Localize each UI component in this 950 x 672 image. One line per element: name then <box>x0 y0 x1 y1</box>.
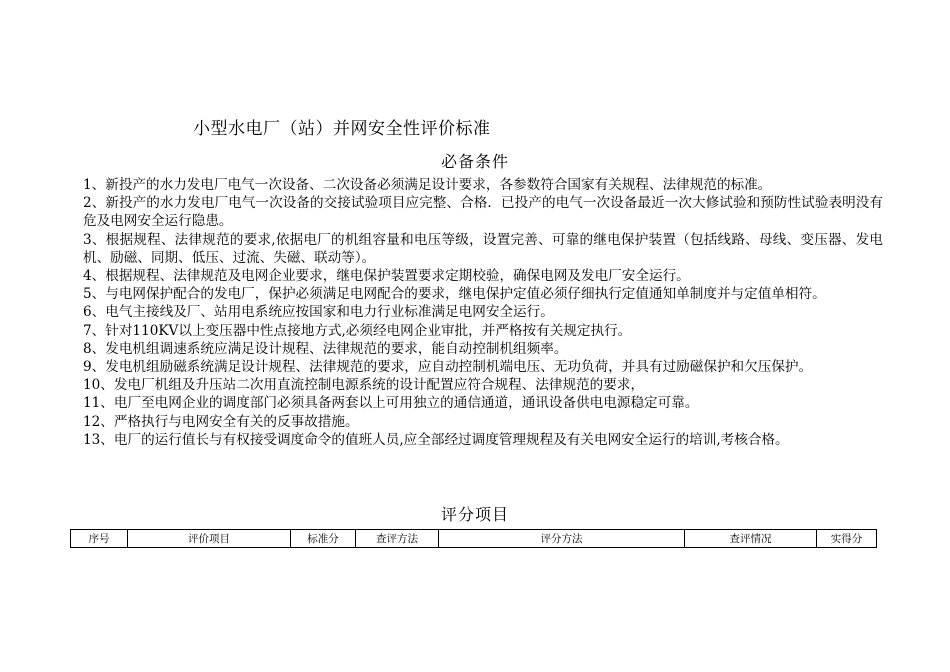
column-header-standard-score: 标准分 <box>291 530 356 548</box>
requirement-item: 10、发电厂机组及升压站二次用直流控制电源系统的设计配置应符合规程、法律规范的要求， <box>83 377 645 394</box>
column-header-index: 序号 <box>71 530 128 548</box>
requirement-item: 11、电厂至电网企业的调度部门必须具备两套以上可用独立的通信通道，通讯设备供电电源稳定可靠。 <box>83 395 699 412</box>
requirement-item: 13、电厂的运行值长与有权接受调度命令的值班人员,应全部经过调度管理规程及有关电网安全运行的培训,考核合格。 <box>83 431 789 448</box>
requirement-item: 5、与电网保护配合的发电厂，保护必须满足电网配合的要求，继电保护定值必须仔细执行定值通知单制度并与定值单相符。 <box>83 286 826 303</box>
requirement-item: 9、发电机组励磁系统满足设计规程、法律规范的要求，应自动控制机端电压、无功负荷，并具有过励磁保护和欠压保护。 <box>83 359 813 376</box>
requirements-heading: 必备条件 <box>440 152 509 171</box>
requirement-item: 3、根据规程、法律规范的要求,依据电厂的机组容量和电压等级，设置完善、可靠的继电保护装置（包括线路、母线、变压器、发电机、励磁、同期、低压、过流、失磁、联动等）。 <box>83 231 883 266</box>
requirement-item: 2、新投产的水力发电厂电气一次设备的交接试验项目应完整、合格．已投产的电气一次设备最近一次大修试验和预防性试验表明没有危及电网安全运行隐患。 <box>83 195 883 230</box>
requirement-item: 12、严格执行与电网安全有关的反事故措施。 <box>83 413 359 430</box>
column-header-review-method: 查评方法 <box>356 530 439 548</box>
requirement-item: 1、新投产的水力发电厂电气一次设备、二次设备必须满足设计要求，各参数符合国家有关规程、法律规范的标准。 <box>83 177 772 193</box>
requirement-item: 7、针对110KV以上变压器中性点接地方式,必须经电网企业审批，并严格按有关规定执行。 <box>83 322 632 339</box>
scoring-heading: 评分项目 <box>440 505 509 524</box>
column-header-item: 评价项目 <box>128 530 291 548</box>
requirement-item: 8、发电机组调速系统应满足设计规程、法律规范的要求，能自动控制机组频率。 <box>83 340 568 357</box>
column-header-scoring-method: 评分方法 <box>439 530 685 548</box>
scoring-table <box>70 529 877 548</box>
requirement-item: 4、根据规程、法律规范及电网企业要求，继电保护装置要求定期校验，确保电网及发电厂安全运行。 <box>83 268 690 285</box>
table-header-row <box>71 530 877 548</box>
document-title: 小型水电厂（站）并网安全性评价标准 <box>193 119 491 139</box>
requirements-list <box>83 176 883 449</box>
column-header-actual-score: 实得分 <box>817 530 877 548</box>
requirement-item: 6、电气主接线及厂、站用电系统应按国家和电力行业标准满足电网安全运行。 <box>83 304 554 321</box>
column-header-review-result: 查评情况 <box>685 530 817 548</box>
